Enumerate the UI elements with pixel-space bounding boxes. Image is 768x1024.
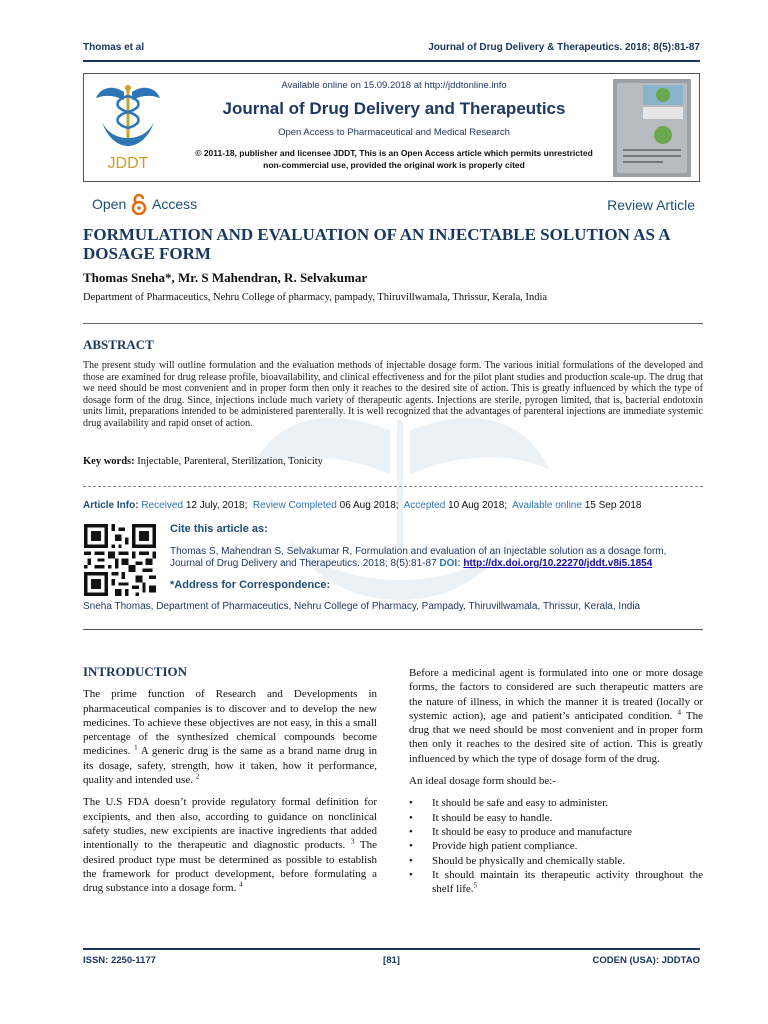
intro-p1b-text: A generic drug is the same as a brand name drug in its dosage, safety, strength, how it taken, how it performance, quality and intended use. bbox=[83, 745, 377, 787]
list-item: • It should be easy to produce and manufacture bbox=[409, 825, 703, 839]
footer-coden: CODEN (USA): JDDTAO bbox=[592, 955, 700, 966]
copyright-line-2: non-commercial use, provided the original work is properly cited bbox=[263, 160, 525, 170]
keywords-list: Injectable, Parenteral, Sterilization, Tonicity bbox=[137, 456, 323, 467]
introduction-heading: INTRODUCTION bbox=[83, 664, 188, 679]
journal-cover-thumbnail bbox=[613, 79, 691, 177]
review-label: Review Completed bbox=[252, 500, 337, 511]
ref-2: 2 bbox=[195, 772, 200, 781]
logo-text: JDDT bbox=[107, 155, 149, 172]
intro-paragraph-1 bbox=[83, 687, 377, 787]
open-access-badge bbox=[92, 193, 197, 217]
page-number: [81] bbox=[383, 955, 400, 966]
accepted-label: Accepted bbox=[403, 500, 446, 511]
citation-line-1: Thomas S, Mahendran S, Selvakumar R, Formulation and evaluation of an Injectable solution as a dosage form, bbox=[170, 546, 667, 557]
article-authors: Thomas Sneha*, Mr. S Mahendran, R. Selvakumar bbox=[83, 270, 368, 285]
online-date: 15 Sep 2018 bbox=[584, 500, 642, 511]
right-paragraph-1 bbox=[409, 666, 703, 766]
cite-heading: Cite this article as: bbox=[170, 523, 268, 535]
header-authors: Thomas et al bbox=[83, 42, 145, 53]
journal-title: Journal of Drug Delivery and Therapeutics bbox=[222, 99, 566, 118]
ref-3: 3 bbox=[350, 837, 355, 846]
abstract-heading: ABSTRACT bbox=[83, 337, 154, 352]
open-lock-icon bbox=[131, 193, 147, 215]
body-left-column bbox=[83, 665, 377, 903]
doi-link[interactable]: http://dx.doi.org/10.22270/jddt.v8i5.1854 bbox=[463, 558, 653, 569]
ideal-dosage-list bbox=[409, 796, 703, 896]
list-item: • It should be easy to handle. bbox=[409, 811, 703, 825]
copyright-notice bbox=[179, 147, 609, 171]
body-right-column bbox=[409, 666, 703, 896]
keywords-label: Key words: bbox=[83, 456, 135, 467]
intro-p2b-text: The desired product type must be determined as possible to establish the framework for product development, before formulating a drug substance into a dosage form. bbox=[83, 839, 378, 895]
right-p1b-text: The drug that we need should be most convenient and in proper form then only it reaches to the desired site of action. This is greatly influenced by which the type of dosage form of the drug. bbox=[409, 709, 703, 765]
ref-1: 1 bbox=[134, 743, 138, 752]
open-access-access: Access bbox=[152, 196, 198, 212]
intro-p1-text: The prime function of Research and Developments in pharmaceutical companies is to discover and to develop the new medicines. To achieve these objectives are not easy, in this a small percentage of the synthesized chemical compounds become medicines. bbox=[83, 688, 377, 758]
copyright-line-1: © 2011-18, publisher and licensee JDDT, This is an Open Access article which permits unrestricted bbox=[195, 148, 593, 158]
info-divider bbox=[83, 629, 703, 630]
author-affiliation: Department of Pharmaceutics, Nehru College of pharmacy, pampady, Thiruvillwamala, Thrissur, Kerala, India bbox=[83, 292, 548, 303]
doi-label: DOI: bbox=[439, 558, 461, 569]
correspondence-address: Sneha Thomas, Department of Pharmaceutics, Nehru College of Pharmacy, Pampady, Thiruvillwamala, Thrissur, Kerala, India bbox=[83, 601, 641, 612]
jddt-logo-icon bbox=[94, 82, 162, 174]
review-date: 06 Aug 2018; bbox=[339, 500, 399, 511]
running-header bbox=[83, 42, 700, 58]
citation-text bbox=[170, 546, 700, 570]
header-rule bbox=[83, 60, 700, 62]
abstract-text: The present study will outline formulation and the evaluation methods of injectable dosage form. The various initial formulations of the developed and those are examined for drug release profile, bioavailability, and clinical effectiveness and for the pilot plant studies and production scale-up. The drug that we need should be most convenient and in proper form then only it reaches to the desired site of action. This is greatly influenced by which the type of dosage form of the drug. Since, injections include much variety of therapeutic agents. Injections are sterile, pyrogen limited, that is, bacterial endotoxin units limit, preparations intended to be administered parenterally. It is well recognized that the advantages of parenteral injections are immediate systemic drug availability and rapid onset of action. bbox=[83, 360, 703, 429]
open-access-open: Open bbox=[92, 196, 127, 212]
header-journal-citation: Journal of Drug Delivery & Therapeutics. 2018; 8(5):81-87 bbox=[428, 42, 700, 53]
correspondence-heading: *Address for Correspondence: bbox=[170, 579, 331, 591]
ref-4: 4 bbox=[239, 880, 243, 889]
accepted-date: 10 Aug 2018; bbox=[448, 500, 508, 511]
available-online: Available online on 15.09.2018 at http://jddtonline.info bbox=[281, 80, 507, 91]
footer-issn: ISSN: 2250-1177 bbox=[83, 955, 156, 966]
online-label: Available online bbox=[512, 500, 582, 511]
qr-code-icon[interactable] bbox=[84, 524, 156, 596]
list-item: • It should be safe and easy to administer. bbox=[409, 796, 703, 810]
list-item bbox=[409, 868, 703, 897]
footer-rule bbox=[83, 948, 700, 950]
received-date: 12 July, 2018; bbox=[185, 500, 248, 511]
title-divider bbox=[83, 323, 703, 324]
page-footer bbox=[83, 955, 700, 969]
right-paragraph-2: An ideal dosage form should be:- bbox=[409, 775, 556, 788]
ref-4b: 4 bbox=[677, 708, 681, 717]
intro-paragraph-2 bbox=[83, 795, 377, 895]
received-label: Received bbox=[141, 500, 184, 511]
abstract-divider bbox=[83, 486, 703, 487]
citation-journal: Journal of Drug Delivery and Therapeutics. 2018; 8(5):81-87 bbox=[170, 558, 437, 569]
intro-p2-text: The U.S FDA doesn’t provide regulatory formal definition for excipients, and then also, according to guidance on nonclinical safety studies, new excipients are inactive ingredients that added intentionally to the therapeutic and diagnostic products. bbox=[83, 796, 377, 852]
article-type: Review Article bbox=[607, 197, 695, 213]
list-item: • Should be physically and chemically stable. bbox=[409, 854, 703, 868]
right-p1-text: Before a medicinal agent is formulated into one or more dosage forms, the factors to considered are such therapeutic matters are the nature of illness, in which the manner it is treated (locally or systemic action), age and patient’s anticipated condition. bbox=[409, 667, 703, 722]
article-info-label: Article Info: bbox=[83, 500, 139, 511]
article-info bbox=[83, 500, 641, 511]
journal-banner bbox=[83, 73, 700, 182]
keywords bbox=[83, 456, 323, 467]
citation-line-2 bbox=[170, 558, 700, 570]
ref-5: 5 bbox=[473, 881, 478, 890]
journal-subtitle: Open Access to Pharmaceutical and Medical Research bbox=[278, 127, 510, 138]
article-title: FORMULATION AND EVALUATION OF AN INJECTABLE SOLUTION AS A DOSAGE FORM bbox=[83, 225, 670, 263]
list-item-text: It should maintain its therapeutic activity throughout the shelf life. bbox=[432, 868, 703, 896]
list-item: • Provide high patient compliance. bbox=[409, 839, 703, 853]
